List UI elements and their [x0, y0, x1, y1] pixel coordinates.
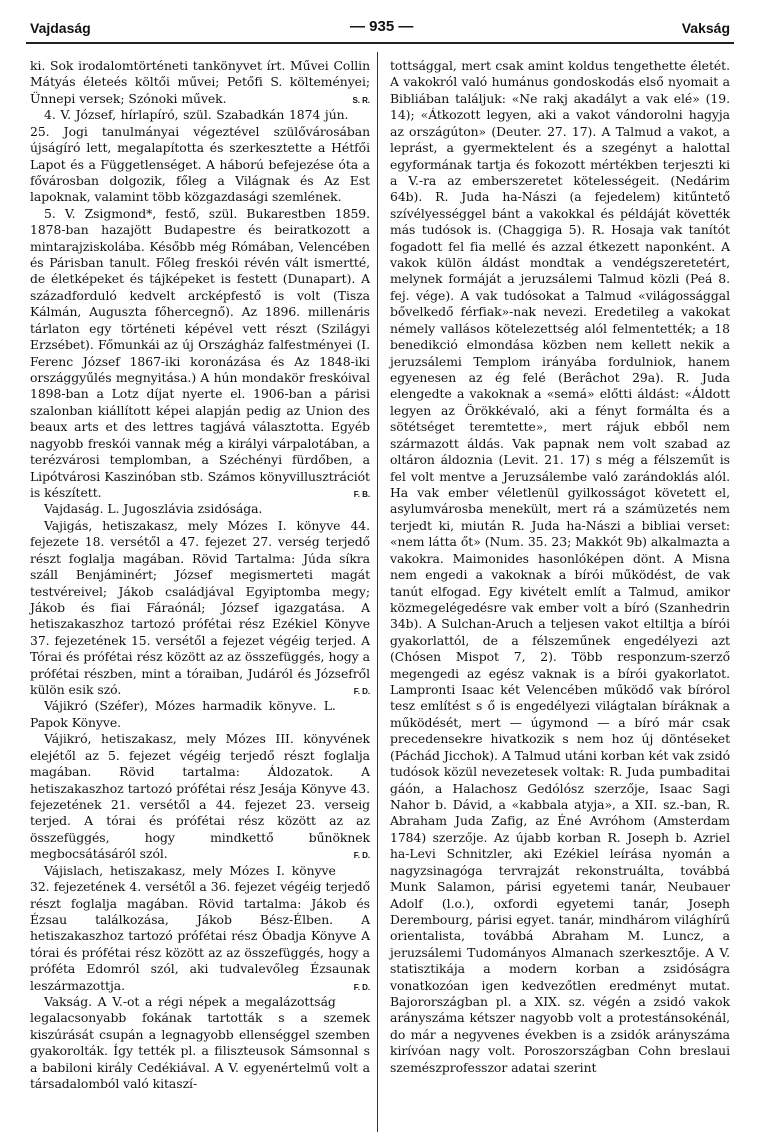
article-paragraph	[30, 206, 370, 502]
page-number: — 935 —	[350, 18, 414, 35]
article-paragraph	[30, 518, 370, 699]
paragraph-text: Vakság. A V.-ot a régi népek a megalázottság legalacsonyabb fokának tartották s a szemek kiszúrását csupán a legnagyobb ellenséggel szemben gyakorolták. Így tették pl. a filiszteusok Sámsonnal s a babiloni király Cedékiával. A V. egyenértelmű volt a társadalomból való kitaszí-	[30, 994, 370, 1092]
article-paragraph	[30, 501, 370, 517]
paragraph-text: Vájislach, hetiszakasz, mely Mózes I. könyve 32. fejezetének 4. versétől a 36. fejezet végéig terjedő részt foglalja magában. Rövid tartalma: Jákob és Ézsau találkozása, Jákob Bész-Élben. A hetiszakaszhoz tartozó prófétai rész Óbadja Könyve A tórai és prófétai rész között az az összefüggés, hogy a próféta Edomról szól, aki tudvalevőleg Ézsaunak leszármazottja.	[30, 862, 370, 993]
paragraph-text: Vájikró (Széfer), Mózes harmadik könyve. L. Papok Könyve.	[30, 698, 336, 730]
author-signature: F. D.	[353, 982, 370, 992]
author-signature: F. B.	[353, 489, 370, 499]
paragraph-text: ki. Sok irodalomtörténeti tankönyvet írt. Művei Collin Mátyás életeés költői művei; Petőfi S. költeményei; Ünnepi versek; Szónoki művek.	[30, 58, 370, 106]
article-paragraph	[30, 863, 370, 994]
header-right-keyword: Vakság	[681, 20, 730, 36]
article-paragraph	[30, 58, 370, 107]
paragraph-text: Vajigás, hetiszakasz, mely Mózes I. könyve 44. fejezete 18. versétől a 47. fejezet 27. verség terjedő részt foglalja magában. Rövid Tartalma: Júda síkra száll Benjáminért; József megismerteti magát testvéreivel; Jákob családjával Egyiptomba megy; Jákob és fiai Fáraónál; József igazgatása. A hetiszakaszhoz tartozó prófétai rész Ezékiel Könyve 37. fejezetének 15. versétől a fejezet végéig terjed. A Tórai és prófétai rész között az az összefüggés, hogy a prófétai részben, mint a tóraiban, Judáról és Józsefről külön esik szó.	[30, 517, 370, 698]
article-paragraph	[390, 58, 730, 1076]
paragraph-text: Vajdaság. L. Jugoszlávia zsidósága.	[44, 501, 263, 517]
column-divider	[377, 52, 378, 1132]
left-column	[30, 58, 370, 1093]
paragraph-text: Vájikró, hetiszakasz, mely Mózes III. könyvének elejétől az 5. fejezet végéig terjedő részt foglalja magában. Rövid tartalma: Áldozatok. A hetiszakaszhoz tartozó prófétai rész Jesája Könyve 43. fejezetének 21. versétől a 44. fejezet 23. verseig terjed. A tórai és prófétai rész között az az összefüggés, hogy mindkettő bűnöknek megbocsátásáról szól.	[30, 731, 370, 862]
right-column	[390, 58, 730, 1076]
article-paragraph	[30, 107, 370, 206]
article-paragraph	[30, 994, 370, 1093]
paragraph-text: 4. V. József, hírlapíró, szül. Szabadkán 1874 jún. 25. Jogi tanulmányai végeztével szülővárosában újságíró lett, megalapította és szerkesztette a Hétfői Lapot és a Függetlenséget. A háború befejezése óta a fővárosban dolgozik, főleg a Világnak és Az Est lapoknak, valamint több közgazdasági szemlének.	[30, 107, 370, 205]
author-signature: F. D.	[353, 687, 370, 697]
header-rule	[26, 42, 734, 44]
article-paragraph	[30, 698, 370, 731]
author-signature: F. D.	[353, 851, 370, 861]
article-paragraph	[30, 731, 370, 862]
running-header	[30, 16, 730, 38]
author-signature: S. R.	[352, 95, 370, 105]
paragraph-text: 5. V. Zsigmond*, festő, szül. Bukarestben 1859. 1878-ban hazajött Budapestre és beiratkozott a mintarajziskolába. Később még Rómában, Velencében és Párisban tanult. Főleg freskói révén vált ismertté, de életképeket és tájképeket is festett (Dunapart). A századforduló kedvelt arcképfestő is volt (Tisza Kálmán, Auguszta főhercegnő). Az 1896. millenáris tárlaton egy történeti képével vett részt (Szilágyi Erzsébet). Főmunkái az új Országház falfestményei (I. Ferenc József 1867-iki koronázása és Az 1848-iki országgyűlés megnyitása.) A hún mondakör freskóival 1898-ban a Lotz díjat nyerte el. 1906-ban a párisi szalonban kiállított képei alapján pedig az Union des beaux arts et des lettres tagjává választotta. Egyéb nagyobb freskói vannak még a királyi várpalotában, a terézvárosi templomban, a Széchényi fürdőben, a Lipótvárosi Kaszinóban stb. Számos könyvillusztrációt is készített.	[30, 205, 370, 500]
paragraph-text: tottsággal, mert csak amint koldus tengethette életét. A vakokról való humánus gondoskodás első nyomait a Bibliában találjuk: «Ne rakj akadályt a vak elé» (19. 14); «Átkozott legyen, aki a vakot vándorolni hagyja az országúton» (Deuter. 27. 17). A Talmud a vakot, a leprást, a gyermektelent és a szegényt a halottal egyformának tartja és fokozott mértékben terjeszti ki a V.-ra az emberszeretet kötelességeit. (Nedárim 64b). R. Juda ha-Nászi (a fejedelem) kitűntető szívélyességgel bánt a vakokkal és példáját követték más tudósok is. (Chaggiga 5). R. Hosaja vak tanítót fogadott fel fia mellé és azzal étkezett naponként. A vakok külön áldást mondtak a vendégszeretetért, melynek formáját a jeruzsálemi Talmud közli (Peá 8. fej. vége). A vak tudósokat a Talmud «világossággal bővelkedő férfiak»-nak nevezi. Eredetileg a vakokat némely vallásos kötelezettség alól felmentették; a 18 benedikció elmondása közben nem kellett nekik a jeruzsálemi Templom irányába fordulniok, hanem egyenesen az ég felé (Berâchot 29a). R. Juda elengedte a vakoknak a «semá» előtti áldást: «Áldott legyen az Örökkévaló, aki a fényt formálta és a sötétséget teremtette», mert rájuk ebből nem származott áldás. Vak papnak nem volt szabad az oltáron áldoznia (Levit. 21. 17) s még a félszeműt is fel volt mentve a Jeruzsálembe való zarándoklás alól. Ha vak ember véletlenül gyilkosságot követett el, asylumvárosba menekült, mert rá a számüzetés nem terjedt ki, miután R. Juda ha-Nászi a bibliai verset: «nem látta őt» (Num. 35. 23; Makkót 9b) alkalmazta a vakokra. Maimonides hasonlóképen dönt. A Misna nem engedi a vakoknak a bírói működést, de vak tanút elfogad. Egy kivételt említ a Talmud, amikor közmegelégedésre vak ember volt a bíró (Szanhedrin 34b). A Sulchan-Aruch a teljesen vakot eltiltja a bírói gyakorlattól, de a félszeműnek engedélyezi azt (Chósen Mispot 7, 2). Több responzum-szerző megengedi az egész vaknak is a bírói gyakorlatot. Lampronti Isaac két Velencében működő vak bírórol tesz említést s ő is engedélyezi világtalan bíráknak a működését, mert — úgymond — a bíró már csak precedensekre hivatkozik s nem hoz új döntéseket (Páchád Jicchok). A Talmud utáni korban két vak zsidó tudósok közül nevezetesek voltak: R. Juda pumbaditai gáón, a Halachosz Gedólósz szerzője, Isaac Sagi Nahor b. Dávid, a «kabbala atyja», a XII. sz.-ban, R. Abraham Juda Zafig, az Éné Avróhom (Amsterdam 1784) szerzője. Az újabb korban R. Joseph b. Azriel ha-Levi Schnitzler, aki Ezékiel leírása nyomán a nagyzsinagóga tervrajzát rekonstruálta, továbbá Munk Salamon, párisi egyetemi tanár, Neubauer Adolf (l.o.), oxfordi egyetemi tanár, Joseph Derembourg, párisi egyet. tanár, mindhárom világhírű orientalista, továbbá Abraham M. Luncz, a jeruzsálemi Tudományos Almanach szerkesztője. A V. statisztikája a modern korban a zsidóságra vonatkozóan igen kedvezőtlen eredményt mutat. Bajorországban pl. a XIX. sz. végén a zsidó vakok arányszáma kétszer nagyobb volt a protestánsokénál, do már a negyvenes években is a zsidók arányszáma kirívóan nagy volt. Poroszországban Cohn breslaui szemészprofesszor adatai szerint	[390, 58, 730, 1075]
header-left-keyword: Vajdaság	[30, 20, 91, 36]
